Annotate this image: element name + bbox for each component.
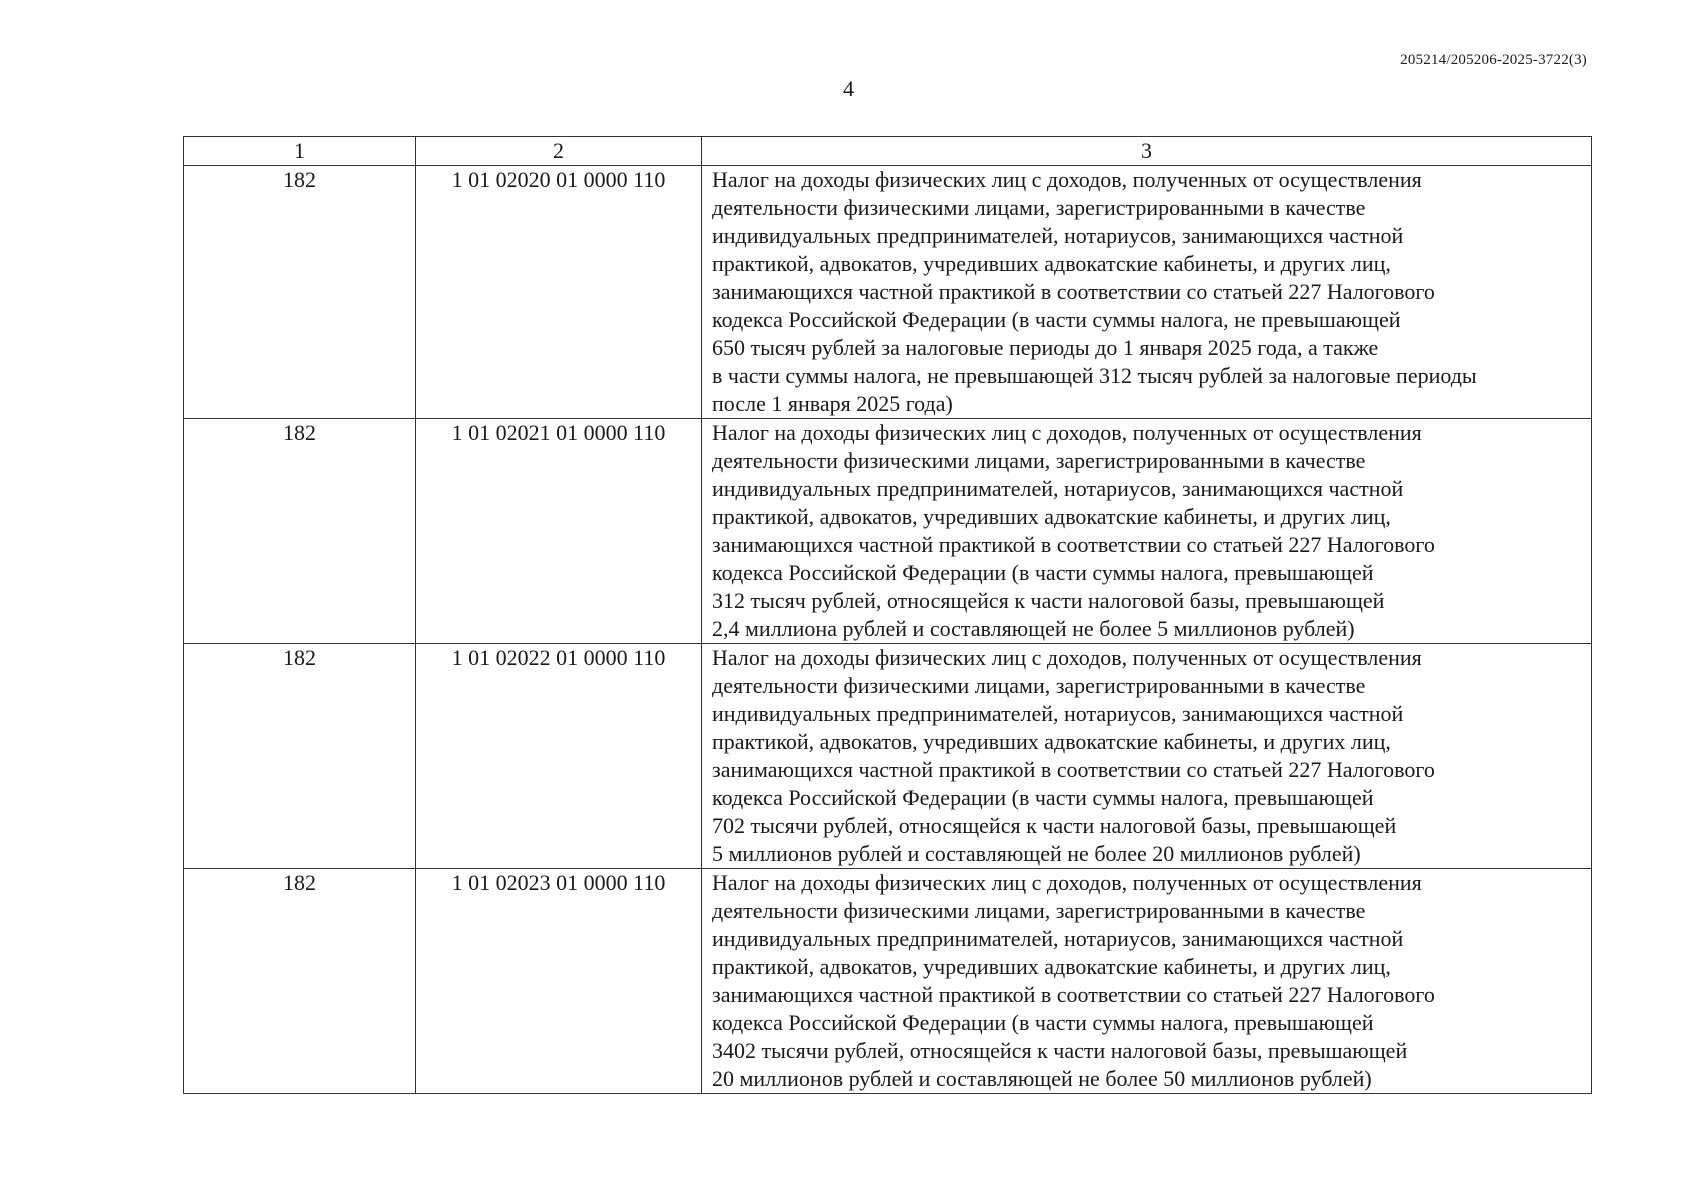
description-line: индивидуальных предпринимателей, нотариусов, занимающихся частной	[712, 926, 1404, 951]
description-line: индивидуальных предпринимателей, нотариусов, занимающихся частной	[712, 223, 1404, 248]
description-line: 650 тысяч рублей за налоговые периоды до 1 января 2025 года, а также	[712, 335, 1379, 360]
description-cell	[702, 419, 1592, 644]
description-line: практикой, адвокатов, учредивших адвокатские кабинеты, и других лиц,	[712, 504, 1391, 529]
description-line: практикой, адвокатов, учредивших адвокатские кабинеты, и других лиц,	[712, 729, 1391, 754]
revenue-codes-table-container	[183, 136, 1591, 1094]
document-id: 205214/205206-2025-3722(3)	[1400, 52, 1587, 68]
description-cell	[702, 869, 1592, 1094]
description-line: 20 миллионов рублей и составляющей не более 50 миллионов рублей)	[712, 1066, 1372, 1091]
table-row	[184, 419, 1592, 644]
description-line: 2,4 миллиона рублей и составляющей не более 5 миллионов рублей)	[712, 616, 1355, 641]
revenue-code-cell: 1 01 02022 01 0000 110	[416, 644, 702, 869]
admin-code-cell: 182	[184, 166, 416, 419]
description-line: кодекса Российской Федерации (в части суммы налога, превышающей	[712, 785, 1374, 810]
description-line: практикой, адвокатов, учредивших адвокатские кабинеты, и других лиц,	[712, 251, 1391, 276]
description-line: Налог на доходы физических лиц с доходов, полученных от осуществления	[712, 870, 1422, 895]
description-line: практикой, адвокатов, учредивших адвокатские кабинеты, и других лиц,	[712, 954, 1391, 979]
description-line: Налог на доходы физических лиц с доходов, полученных от осуществления	[712, 167, 1422, 192]
description-line: 5 миллионов рублей и составляющей не более 20 миллионов рублей)	[712, 841, 1361, 866]
description-cell	[702, 166, 1592, 419]
description-line: 702 тысячи рублей, относящейся к части налоговой базы, превышающей	[712, 813, 1397, 838]
column-header-3: 3	[702, 137, 1592, 166]
description-line: кодекса Российской Федерации (в части суммы налога, превышающей	[712, 560, 1374, 585]
description-line: после 1 января 2025 года)	[712, 391, 953, 416]
description-line: в части суммы налога, не превышающей 312 тысяч рублей за налоговые периоды	[712, 363, 1477, 388]
description-line: индивидуальных предпринимателей, нотариусов, занимающихся частной	[712, 476, 1404, 501]
revenue-code-cell: 1 01 02020 01 0000 110	[416, 166, 702, 419]
description-line: кодекса Российской Федерации (в части суммы налога, не превышающей	[712, 307, 1401, 332]
description-line: занимающихся частной практикой в соответствии со статьей 227 Налогового	[712, 279, 1435, 304]
description-line: Налог на доходы физических лиц с доходов, полученных от осуществления	[712, 420, 1422, 445]
table-row	[184, 166, 1592, 419]
revenue-codes-table	[183, 136, 1592, 1094]
description-line: деятельности физическими лицами, зарегистрированными в качестве	[712, 898, 1366, 923]
description-line: 312 тысяч рублей, относящейся к части налоговой базы, превышающей	[712, 588, 1385, 613]
description-cell	[702, 644, 1592, 869]
description-line: занимающихся частной практикой в соответствии со статьей 227 Налогового	[712, 532, 1435, 557]
description-line: занимающихся частной практикой в соответствии со статьей 227 Налогового	[712, 757, 1435, 782]
description-line: 3402 тысячи рублей, относящейся к части налоговой базы, превышающей	[712, 1038, 1408, 1063]
admin-code-cell: 182	[184, 419, 416, 644]
description-line: индивидуальных предпринимателей, нотариусов, занимающихся частной	[712, 701, 1404, 726]
description-line: деятельности физическими лицами, зарегистрированными в качестве	[712, 448, 1366, 473]
column-header-1: 1	[184, 137, 416, 166]
revenue-code-cell: 1 01 02023 01 0000 110	[416, 869, 702, 1094]
description-line: деятельности физическими лицами, зарегистрированными в качестве	[712, 195, 1366, 220]
description-line: Налог на доходы физических лиц с доходов, полученных от осуществления	[712, 645, 1422, 670]
column-header-2: 2	[416, 137, 702, 166]
table-row	[184, 644, 1592, 869]
table-header-row	[184, 137, 1592, 166]
revenue-code-cell: 1 01 02021 01 0000 110	[416, 419, 702, 644]
admin-code-cell: 182	[184, 644, 416, 869]
description-line: занимающихся частной практикой в соответствии со статьей 227 Налогового	[712, 982, 1435, 1007]
page-number: 4	[843, 76, 854, 101]
description-line: кодекса Российской Федерации (в части суммы налога, превышающей	[712, 1010, 1374, 1035]
description-line: деятельности физическими лицами, зарегистрированными в качестве	[712, 673, 1366, 698]
table-row	[184, 869, 1592, 1094]
admin-code-cell: 182	[184, 869, 416, 1094]
